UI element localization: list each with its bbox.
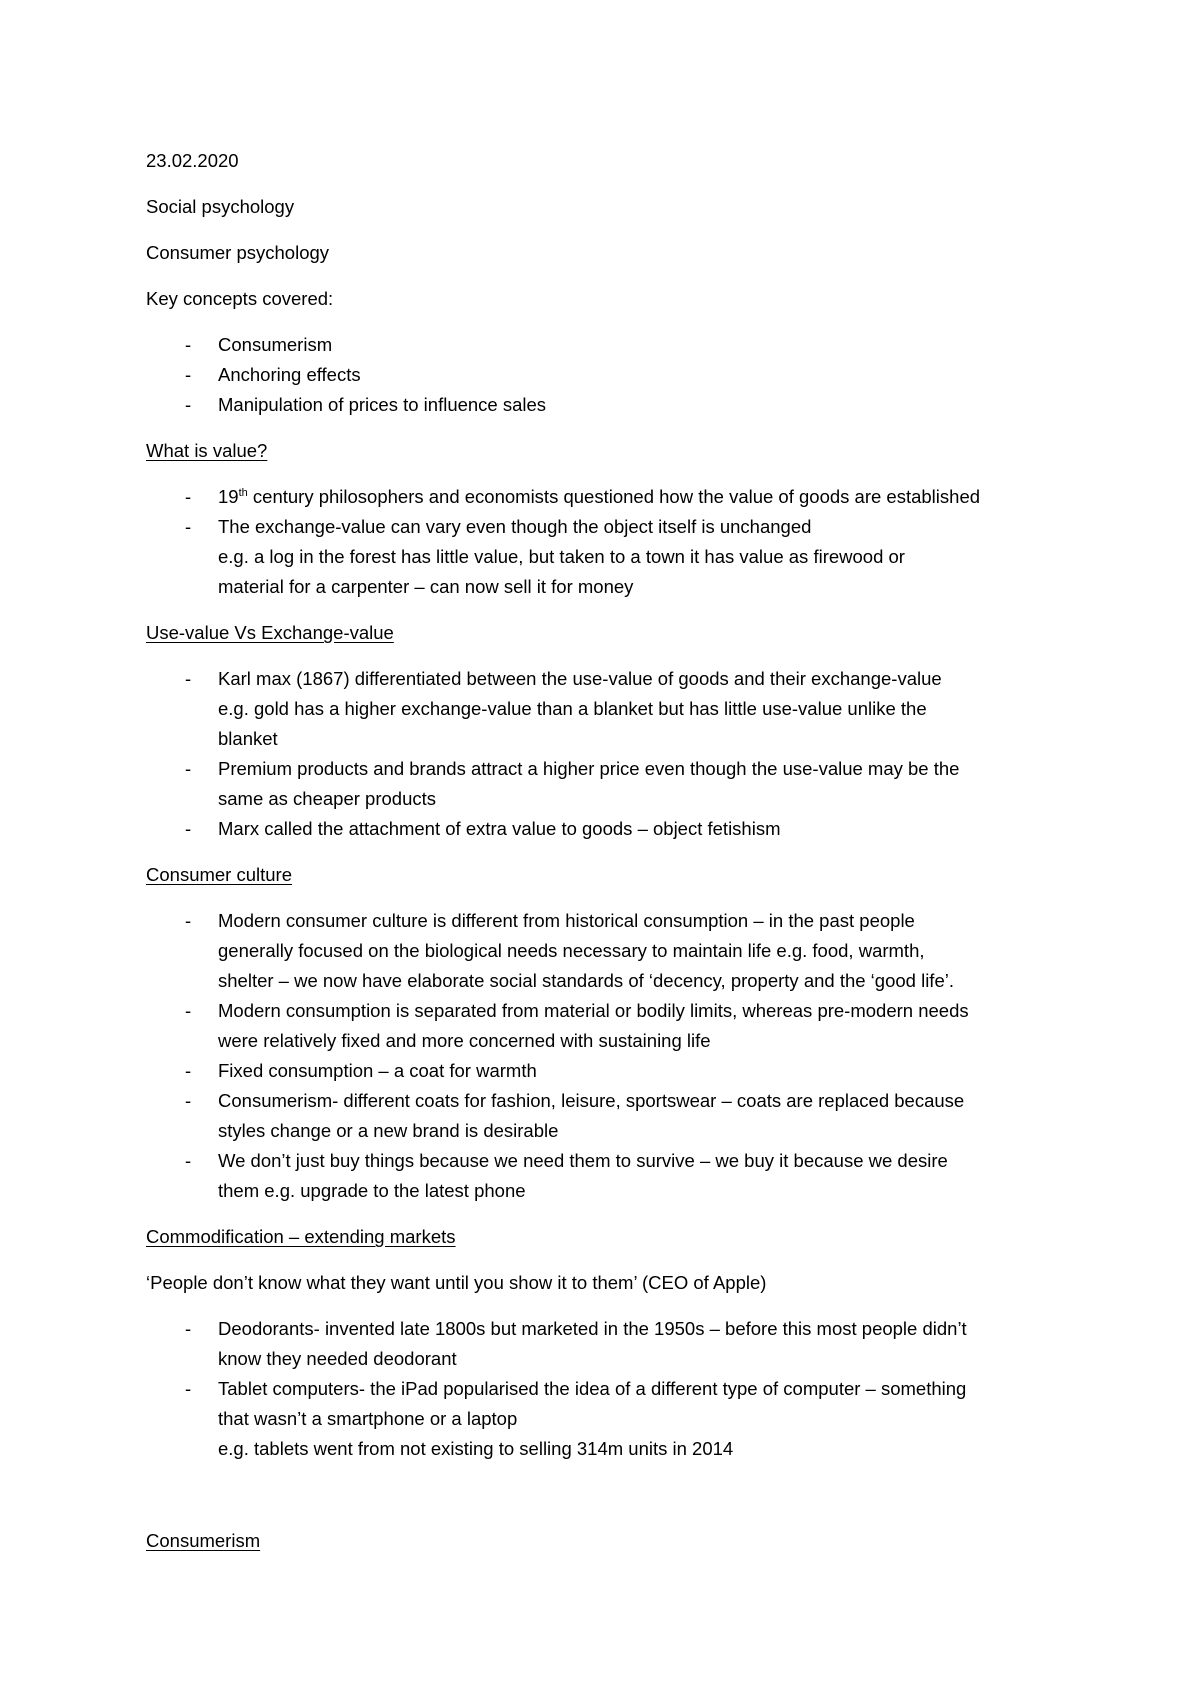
bullet-dash: - [185,486,192,507]
use-bullet-1-line: e.g. gold has a higher exchange-value than a blanket but has little use-value unlike the [218,698,927,719]
culture-bullet-4-line: Consumerism- different coats for fashion, leisure, sportswear – coats are replaced because [218,1090,965,1111]
section-heading-consumer-culture: Consumer culture [146,864,293,885]
value-bullet-2-line: material for a carpenter – can now sell it for money [218,576,634,597]
commod-bullet-2-line: that wasn’t a smartphone or a laptop [218,1408,518,1429]
key-concepts-heading: Key concepts covered: [146,288,334,309]
culture-bullet-5-line: them e.g. upgrade to the latest phone [218,1180,526,1201]
bullet-dash: - [185,1318,192,1339]
bullet-dash: - [185,516,192,537]
bullet-dash: - [185,910,192,931]
bullet-dash: - [185,394,192,415]
key-concept-item: Consumerism [218,334,333,355]
culture-bullet-1-line: Modern consumer culture is different from historical consumption – in the past people [218,910,915,931]
bullet-dash: - [185,758,192,779]
bullet-dash: - [185,334,192,355]
value-bullet-2-line: The exchange-value can vary even though the object itself is unchanged [218,516,812,537]
topic: Consumer psychology [146,242,330,263]
key-concept-item: Anchoring effects [218,364,361,385]
culture-bullet-1-line: generally focused on the biological needs necessary to maintain life e.g. food, warmth, [218,940,925,961]
section-heading-use-value: Use-value Vs Exchange-value [146,622,394,643]
commod-bullet-1-line: Deodorants- invented late 1800s but marketed in the 1950s – before this most people didn’t [218,1318,967,1339]
subject: Social psychology [146,196,295,217]
commod-bullet-2-line: Tablet computers- the iPad popularised the idea of a different type of computer – something [218,1378,967,1399]
use-bullet-2-line: same as cheaper products [218,788,437,809]
use-bullet-1-line: blanket [218,728,278,749]
bullet-dash: - [185,364,192,385]
value-bullet-1: 19th century philosophers and economists questioned how the value of goods are established [218,486,981,507]
commod-bullet-1-line: know they needed deodorant [218,1348,457,1369]
date: 23.02.2020 [146,150,239,171]
bullet-dash: - [185,1378,192,1399]
culture-bullet-4-line: styles change or a new brand is desirable [218,1120,559,1141]
section-heading-consumerism: Consumerism [146,1530,261,1551]
bullet-dash: - [185,668,192,689]
culture-bullet-5-line: We don’t just buy things because we need them to survive – we buy it because we desire [218,1150,948,1171]
culture-bullet-2-line: Modern consumption is separated from material or bodily limits, whereas pre-modern needs [218,1000,969,1021]
use-bullet-1-line: Karl max (1867) differentiated between the use-value of goods and their exchange-value [218,668,942,689]
bullet-dash: - [185,1060,192,1081]
commod-bullet-2-line: e.g. tablets went from not existing to selling 314m units in 2014 [218,1438,734,1459]
section-heading-commodification: Commodification – extending markets [146,1226,456,1247]
apple-quote: ‘People don’t know what they want until you show it to them’ (CEO of Apple) [146,1272,767,1293]
bullet-dash: - [185,818,192,839]
bullet-dash: - [185,1090,192,1111]
use-bullet-2-line: Premium products and brands attract a higher price even though the use-value may be the [218,758,960,779]
use-bullet-3-line: Marx called the attachment of extra value to goods – object fetishism [218,818,781,839]
culture-bullet-3-line: Fixed consumption – a coat for warmth [218,1060,537,1081]
bullet-dash: - [185,1150,192,1171]
section-heading-value: What is value? [146,440,268,461]
value-bullet-2-line: e.g. a log in the forest has little value, but taken to a town it has value as firewood or [218,546,905,567]
culture-bullet-1-line: shelter – we now have elaborate social standards of ‘decency, property and the ‘good life’. [218,970,954,991]
bullet-dash: - [185,1000,192,1021]
culture-bullet-2-line: were relatively fixed and more concerned with sustaining life [218,1030,711,1051]
key-concept-item: Manipulation of prices to influence sales [218,394,547,415]
